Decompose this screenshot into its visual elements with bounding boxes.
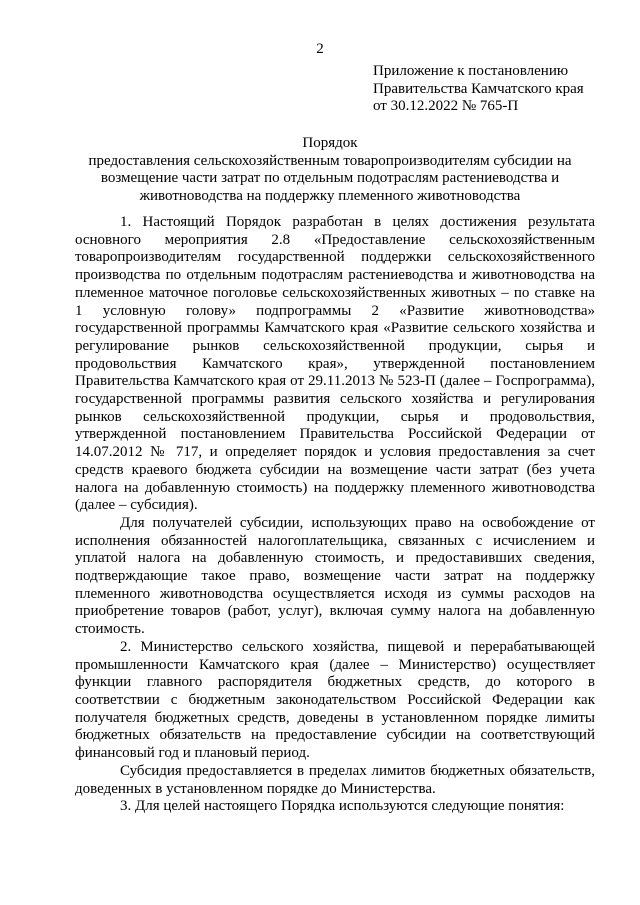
title-line: предоставления сельскохозяйственным товаропроизводителям субсидии на — [88, 152, 572, 169]
title-line: животноводства на поддержку племенного животноводства — [139, 187, 521, 204]
document-title — [60, 135, 600, 205]
paragraph-3: 2. Министерство сельского хозяйства, пищевой и перерабатывающей промышленности Камчатского края (далее – Министерство) осуществляет функции главного распорядителя бюджетных средств, до которого в соответствии с бюджетным законодательством Российской Федерации как получателя бюджетных средств, доведены в установленном порядке лимиты бюджетных обязательств на предоставление субсидии на соответствующий финансовый год и плановый период. — [75, 638, 595, 762]
paragraph-2: Для получателей субсидии, использующих право на освобождение от исполнения обязанностей налогоплательщика, связанных с исчислением и уплатой налога на добавленную стоимость, и предоставивших сведения, подтверждающие такое право, возмещение части затрат на поддержку племенного животноводства осуществляется исходя из суммы расходов на приобретение товаров (работ, услуг), включая сумму налога на добавленную стоимость. — [75, 514, 595, 638]
appendix-line: Приложение к постановлению — [373, 63, 569, 79]
page-number: 2 — [316, 41, 324, 57]
document-body — [75, 214, 595, 816]
appendix-line: Правительства Камчатского края — [373, 80, 584, 97]
appendix-line: от 30.12.2022 № 765-П — [373, 98, 519, 114]
paragraph-1: 1. Настоящий Порядок разработан в целях достижения результата основного мероприятия 2.8 «Предоставление сельскохозяйственным товаропроизводителям государственной поддержки сельскохозяйственного производства по отдельным подотраслям растениеводства и животноводства на племенное маточное поголовье сельскохозяйственных животных – по ставке на 1 условную голову» подпрограммы 2 «Развитие животноводства» государственной программы Камчатского края «Развитие сельского хозяйства и регулирование рынков сельскохозяйственной продукции, сырья и продовольствия Камчатского края», утвержденной постановлением Правительства Камчатского края от 29.11.2013 № 523-П (далее – Госпрограмма), государственной программы развития сельского хозяйства и регулирования рынков сельскохозяйственной продукции, сырья и продовольствия, утвержденной постановлением Правительства Российской Федерации от 14.07.2012 № 717, и определяет порядок и условия предоставления за счет средств краевого бюджета субсидии на возмещение части затрат (без учета налога на добавленную стоимость) на поддержку племенного животноводства (далее – субсидия). — [75, 214, 595, 514]
title-heading: Порядок — [302, 135, 358, 151]
appendix-header — [373, 63, 623, 116]
title-line: возмещение части затрат по отдельным подотраслям растениеводства и — [100, 170, 560, 186]
paragraph-5: 3. Для целей настоящего Порядка используются следующие понятия: — [120, 798, 565, 815]
paragraph-4: Субсидия предоставляется в пределах лимитов бюджетных обязательств, доведенных в установленном порядке до Министерства. — [75, 762, 595, 797]
